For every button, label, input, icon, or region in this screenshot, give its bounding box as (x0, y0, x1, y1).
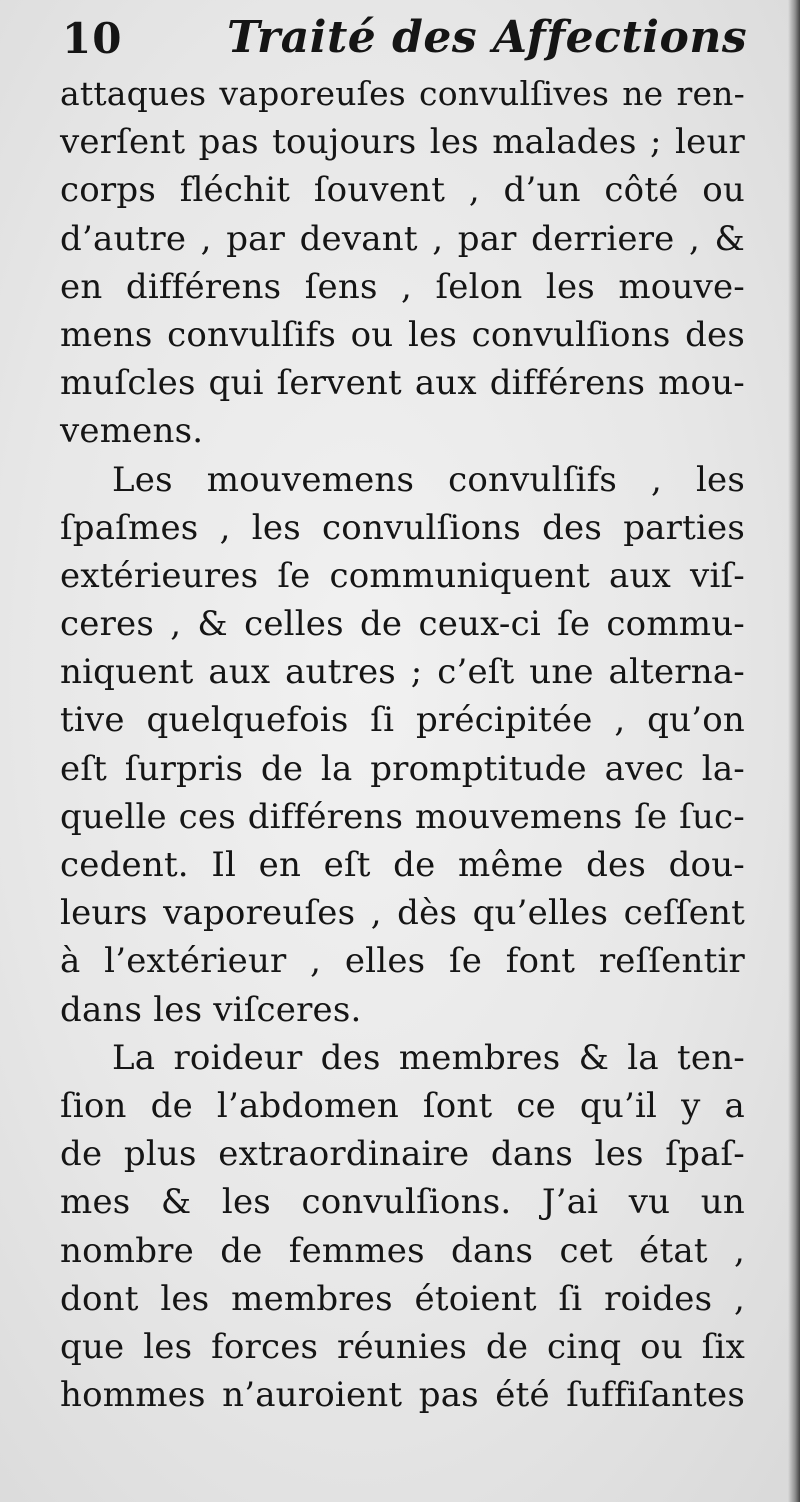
text-line: ſion de l’abdomen ſont ce qu’il y a (60, 1085, 745, 1126)
body-text (60, 70, 745, 1419)
text-line: dont les membres étoient ſi roides , (60, 1278, 745, 1319)
paragraph (60, 70, 745, 456)
text-line: dans les viſceres. (60, 989, 362, 1030)
text-line: muſcles qui ſervent aux différens mou- (60, 363, 745, 404)
text-line: niquent aux autres ; c’eſt une alterna- (60, 652, 745, 693)
paragraph (60, 456, 745, 1034)
text-line: vemens. (60, 411, 204, 452)
text-line: cedent. Il en eſt de même des dou- (60, 845, 745, 885)
page-header (62, 12, 748, 72)
text-line: attaques vaporeuſes convulſives ne ren- (60, 74, 745, 113)
text-line: eſt ſurpris de la promptitude avec la- (60, 748, 745, 789)
text-line: hommes n’auroient pas été ſuffiſantes (60, 1375, 745, 1416)
text-line: à l’extérieur , elles ſe font reſſentir (60, 941, 745, 982)
text-line: de plus extraordinaire dans les ſpaſ- (60, 1134, 745, 1175)
text-line: La roideur des membres & la ten- (112, 1037, 745, 1078)
text-line: tive quelquefois ſi précipitée , qu’on (60, 700, 745, 741)
text-line: Les mouvemens convulſifs , les (112, 459, 745, 500)
text-line: nombre de femmes dans cet état , (60, 1230, 745, 1271)
text-line: ſpaſmes , les convulſions des parties (60, 507, 745, 548)
text-line: quelle ces différens mouvemens ſe ſuc- (60, 796, 745, 837)
running-title: Traité des Affections (227, 12, 748, 63)
page-number: 10 (62, 14, 123, 63)
text-line: en différens ſens , ſelon les mouve- (60, 266, 745, 307)
text-line: d’autre , par devant , par derriere , & (60, 218, 745, 259)
text-line: ceres , & celles de ceux-ci ſe commu- (60, 604, 745, 645)
text-line: extérieures ſe communiquent aux viſ- (60, 555, 745, 596)
text-line: que les forces réunies de cinq ou ſix (60, 1326, 745, 1367)
text-line: corps fléchit ſouvent , d’un côté ou (60, 170, 745, 211)
text-line: leurs vaporeuſes , dès qu’elles ceſſent (60, 893, 745, 934)
text-line: mens convulſifs ou les convulſions des (60, 314, 745, 355)
paragraph (60, 1034, 745, 1420)
text-line: mes & les convulſions. J’ai vu un (60, 1182, 745, 1223)
text-line: verſent pas toujours les malades ; leur (60, 122, 745, 163)
